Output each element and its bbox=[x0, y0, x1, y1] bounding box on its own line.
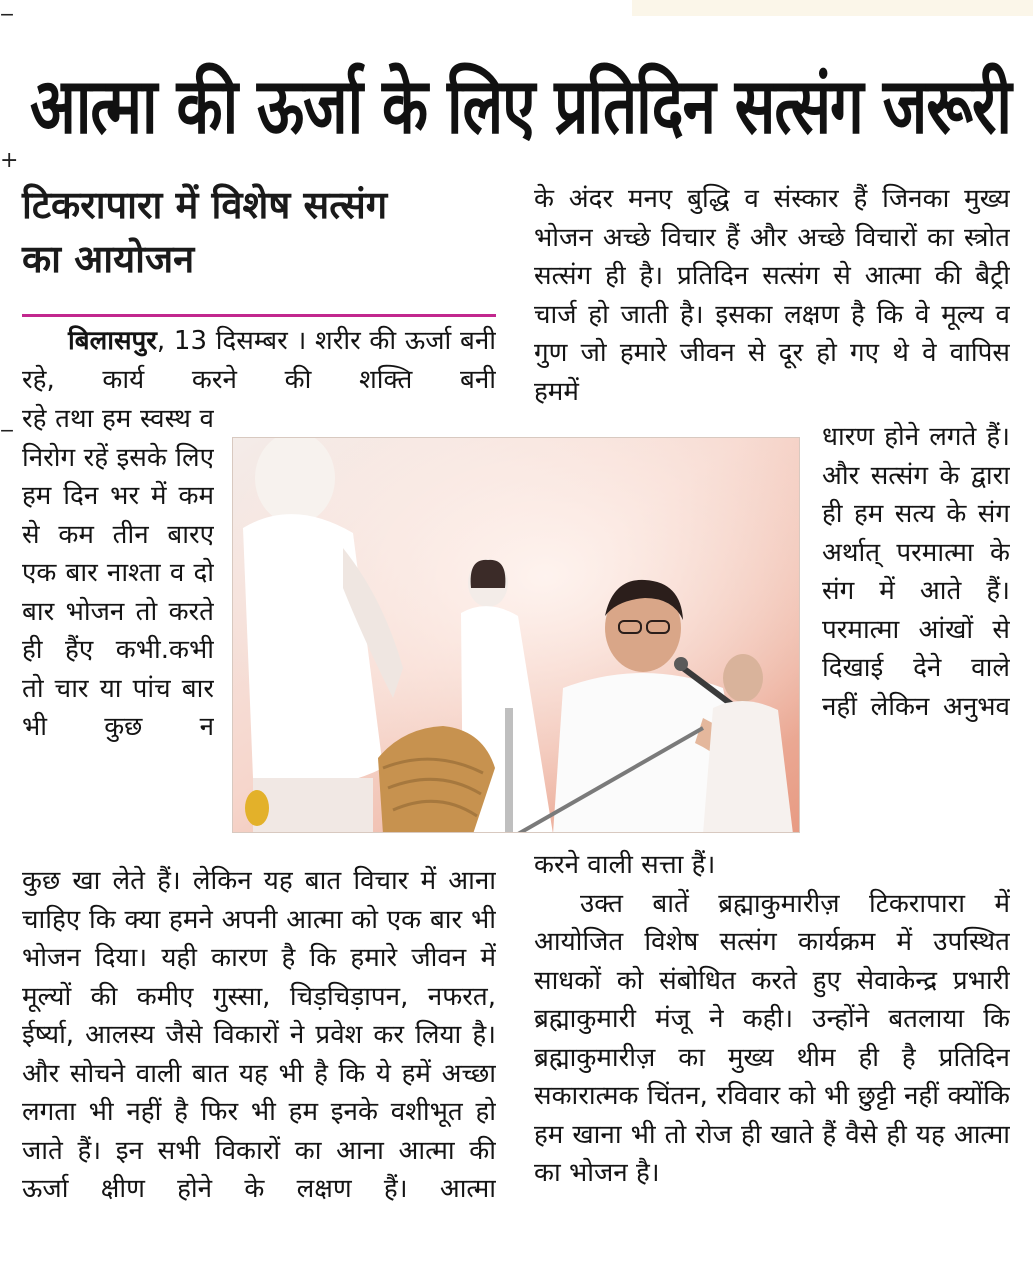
crop-mark-middle: + bbox=[0, 148, 19, 173]
dateline-place: बिलासपुर bbox=[68, 326, 157, 356]
column-2-paragraph-2: उक्त बातें ब्रह्माकुमारीज़ टिकरापारा में आयोजित विशेष सत्संग कार्यक्रम में उपस्थित साधकों को संबोधित करते हुए सेवाकेन्द्र प्रभारी ब्रह्माकुमारी मंजू ने कही। उन्होंने बतलाया कि ब्रह्माकुमारीज़ का मुख्य थीम ही है प्रतिदिन सकारात्मक चिंतन, रविवार को भी छुट्टी नहीं क्योंकि हम खाना भी तो रोज ही खाते हैं वैसे ही यह आत्मा का भोजन है। bbox=[534, 888, 1010, 1188]
column-1-opening bbox=[22, 322, 496, 400]
column-2-closing-line: करने वाली सत्ता हैं। bbox=[534, 850, 716, 880]
column-2-continuation bbox=[534, 846, 1010, 1246]
column-1-continuation: कुछ खा लेते हैं। लेकिन यह बात विचार में आना चाहिए कि क्या हमने अपनी आत्मा को एक बार भी भोजन दिया। यही कारण है कि हमारे जीवन में मूल्यों की कमीए गुस्सा, चिड़चिड़ापन, नफरत, ईर्ष्या, आलस्य जैसे विकारों ने प्रवेश कर लिया है। और सोचने वाली बात यह भी है कि ये हमें अच्छा लगता भी नहीं है फिर भी हम इनके वशीभूत हो जाते हैं। इन सभी विकारों का आना आत्मा की ऊर्जा क्षीण होने के लक्षण हैं। आत्मा bbox=[22, 866, 496, 1204]
column-2-opening: के अंदर मनए बुद्धि व संस्कार हैं जिनका मुख्य भोजन अच्छे विचार हैं और अच्छे विचारों का स्त्रोत सत्संग ही है। प्रतिदिन सत्संग से आत्मा की बैट्री चार्ज हो जाती है। इसका लक्षण है कि वे मूल्य व गुण जो हमारे जीवन से दूर हो गए थे वे वापिस हममें bbox=[534, 184, 1010, 407]
crop-mark-lower: ‒ bbox=[0, 418, 14, 443]
column-1-opening-text: शरीर की ऊर्जा बनी रहे, कार्य करने की शक्ति बनी bbox=[22, 326, 496, 395]
crop-mark-top: ‒ bbox=[0, 2, 14, 27]
subheadline-line-1: टिकरापारा में विशेष सत्संग bbox=[22, 183, 388, 227]
top-edge-band bbox=[632, 0, 1033, 16]
article-headline: आत्मा की ऊर्जा के लिए प्रतिदिन सत्संग जरूरी bbox=[30, 62, 1011, 152]
article-subheadline bbox=[22, 178, 502, 286]
column-1-wrap-text: रहे तथा हम स्वस्थ व निरोग रहें इसके लिए हम दिन भर में कम से कम तीन बारए एक बार नाश्ता व दो बार भोजन तो करते ही हैंए कभी.कभी तो चार या पांच बार भी कुछ न bbox=[22, 404, 214, 742]
dateline-date: , 13 दिसम्बर । bbox=[156, 326, 316, 356]
column-2-wrap-text: धारण होने लगते हैं। और सत्संग के द्वारा ही हम सत्य के संग अर्थात् परमात्मा के संग में आते हैं। परमात्मा आंखों से दिखाई देने वाले नहीं लेकिन अनुभव bbox=[822, 422, 1010, 722]
speaker-photo-illustration bbox=[233, 438, 800, 833]
subheadline-line-2: का आयोजन bbox=[22, 237, 195, 281]
article-photo bbox=[232, 437, 800, 833]
subheadline-divider bbox=[22, 314, 496, 317]
